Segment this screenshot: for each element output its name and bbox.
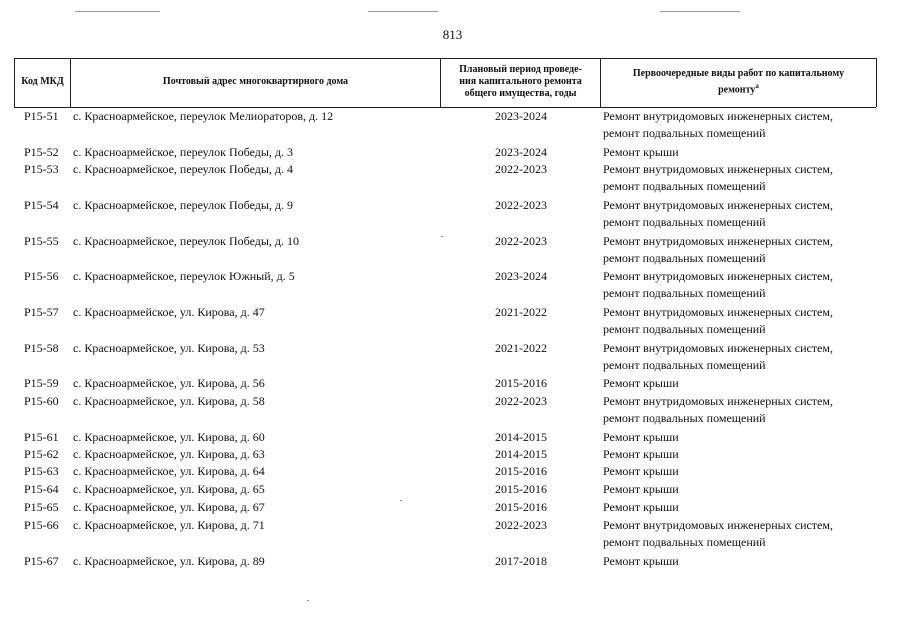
cell-period: 2022-2023 (495, 234, 547, 248)
cell-works (603, 340, 893, 374)
scan-mark (368, 11, 438, 12)
cell-period: 2023-2024 (495, 145, 547, 159)
cell-code: Р15-55 (24, 234, 59, 248)
cell-works-line: ремонт подвальных помещений (603, 286, 766, 300)
cell-works (603, 481, 893, 498)
cell-code: Р15-65 (24, 500, 59, 514)
cell-works-line: Ремонт крыши (603, 554, 679, 568)
cell-works (603, 304, 893, 338)
cell-works (603, 375, 893, 392)
cell-address: с. Красноармейское, переулок Победы, д. 3 (73, 145, 294, 159)
cell-works (603, 463, 893, 480)
cell-code: Р15-67 (24, 554, 59, 568)
cell-works (603, 144, 893, 161)
cell-address: с. Красноармейское, ул. Кирова, д. 64 (73, 464, 265, 478)
cell-address: с. Красноармейское, ул. Кирова, д. 58 (73, 394, 265, 408)
scan-speck (441, 236, 443, 237)
cell-address: с. Красноармейское, ул. Кирова, д. 65 (73, 482, 265, 496)
cell-works-line: Ремонт внутридомовых инженерных систем, (603, 109, 833, 123)
cell-code: Р15-53 (24, 162, 59, 176)
cell-period: 2015-2016 (495, 464, 547, 478)
header-period-line: общего имущества, годы (464, 88, 577, 99)
cell-works-line: ремонт подвальных помещений (603, 411, 766, 425)
cell-works-line: Ремонт крыши (603, 430, 679, 444)
cell-period: 2021-2022 (495, 305, 547, 319)
cell-works-line: Ремонт крыши (603, 500, 679, 514)
cell-works-line: Ремонт крыши (603, 447, 679, 461)
cell-code: Р15-59 (24, 376, 59, 390)
cell-address: с. Красноармейское, переулок Победы, д. 10 (73, 234, 300, 248)
column-divider (876, 58, 877, 107)
cell-address: с. Красноармейское, ул. Кирова, д. 71 (73, 518, 265, 532)
cell-works (603, 197, 893, 231)
cell-code: Р15-54 (24, 198, 59, 212)
cell-address: с. Красноармейское, ул. Кирова, д. 89 (73, 554, 265, 568)
cell-works-line: Ремонт крыши (603, 482, 679, 496)
cell-works-line: ремонт подвальных помещений (603, 358, 766, 372)
cell-works-line: ремонт подвальных помещений (603, 179, 766, 193)
cell-works-line: ремонт подвальных помещений (603, 322, 766, 336)
cell-works (603, 108, 893, 142)
cell-period: 2021-2022 (495, 341, 547, 355)
cell-works (603, 429, 893, 446)
cell-works (603, 161, 893, 195)
cell-period: 2023-2024 (495, 269, 547, 283)
page-number: 813 (442, 27, 463, 42)
cell-works-line: Ремонт внутридомовых инженерных систем, (603, 518, 833, 532)
cell-address: с. Красноармейское, ул. Кирова, д. 60 (73, 430, 265, 444)
cell-period: 2017-2018 (495, 554, 547, 568)
cell-works (603, 268, 893, 302)
header-code: Код МКД (21, 76, 64, 87)
cell-period: 2023-2024 (495, 109, 547, 123)
cell-works (603, 393, 893, 427)
cell-period: 2022-2023 (495, 162, 547, 176)
cell-address: с. Красноармейское, переулок Победы, д. 9 (73, 198, 294, 212)
cell-works-line: Ремонт внутридомовых инженерных систем, (603, 394, 833, 408)
cell-works-line: Ремонт внутридомовых инженерных систем, (603, 234, 833, 248)
cell-address: с. Красноармейское, ул. Кирова, д. 56 (73, 376, 265, 390)
cell-works-line: Ремонт внутридомовых инженерных систем, (603, 305, 833, 319)
header-period-line: Плановый период проведе- (459, 64, 582, 75)
cell-works (603, 517, 893, 551)
cell-works (603, 553, 893, 570)
cell-code: Р15-66 (24, 518, 59, 532)
cell-works-line: Ремонт внутридомовых инженерных систем, (603, 162, 833, 176)
cell-works-line: Ремонт внутридомовых инженерных систем, (603, 341, 833, 355)
cell-period: 2022-2023 (495, 518, 547, 532)
cell-works (603, 499, 893, 516)
cell-works (603, 446, 893, 463)
cell-works-line: Ремонт крыши (603, 145, 679, 159)
cell-address: с. Красноармейское, переулок Южный, д. 5 (73, 269, 295, 283)
cell-address: с. Красноармейское, переулок Мелиораторов, д. 12 (73, 109, 334, 123)
header-address: Почтовый адрес многоквартирного дома (162, 76, 349, 87)
cell-works-line: Ремонт внутридомовых инженерных систем, (603, 198, 833, 212)
scan-speck (307, 600, 309, 601)
cell-code: Р15-62 (24, 447, 59, 461)
cell-period: 2015-2016 (495, 500, 547, 514)
scan-speck (400, 500, 402, 501)
header-works-text: ремонту (718, 84, 756, 96)
cell-address: с. Красноармейское, ул. Кирова, д. 63 (73, 447, 265, 461)
header-works (601, 58, 876, 106)
cell-code: Р15-52 (24, 145, 59, 159)
cell-period: 2022-2023 (495, 198, 547, 212)
cell-address: с. Красноармейское, переулок Победы, д. 4 (73, 162, 294, 176)
cell-code: Р15-64 (24, 482, 59, 496)
cell-code: Р15-56 (24, 269, 59, 283)
cell-works-line: ремонт подвальных помещений (603, 215, 766, 229)
cell-address: с. Красноармейское, ул. Кирова, д. 47 (73, 305, 265, 319)
scan-mark (660, 11, 740, 12)
header-period (441, 58, 600, 106)
cell-period: 2015-2016 (495, 482, 547, 496)
cell-works-line: Ремонт крыши (603, 376, 679, 390)
cell-works-line: Ремонт внутридомовых инженерных систем, (603, 269, 833, 283)
cell-works-line: ремонт подвальных помещений (603, 126, 766, 140)
cell-period: 2014-2015 (495, 430, 547, 444)
cell-period: 2022-2023 (495, 394, 547, 408)
cell-period: 2014-2015 (495, 447, 547, 461)
cell-works-line: ремонт подвальных помещений (603, 251, 766, 265)
cell-works-line: Ремонт крыши (603, 464, 679, 478)
header-period-line: ния капитального ремонта (459, 76, 582, 87)
header-works-line: Первоочередные виды работ по капитальному (632, 67, 845, 79)
cell-address: с. Красноармейское, ул. Кирова, д. 67 (73, 500, 265, 514)
scan-mark (75, 11, 160, 12)
header-works-line (633, 80, 844, 96)
cell-code: Р15-57 (24, 305, 59, 319)
cell-code: Р15-63 (24, 464, 59, 478)
footnote-marker: а (755, 81, 759, 90)
cell-code: Р15-51 (24, 109, 59, 123)
cell-code: Р15-61 (24, 430, 59, 444)
cell-works (603, 233, 893, 267)
cell-period: 2015-2016 (495, 376, 547, 390)
cell-code: Р15-58 (24, 341, 59, 355)
cell-address: с. Красноармейское, ул. Кирова, д. 53 (73, 341, 265, 355)
cell-code: Р15-60 (24, 394, 59, 408)
cell-works-line: ремонт подвальных помещений (603, 535, 766, 549)
